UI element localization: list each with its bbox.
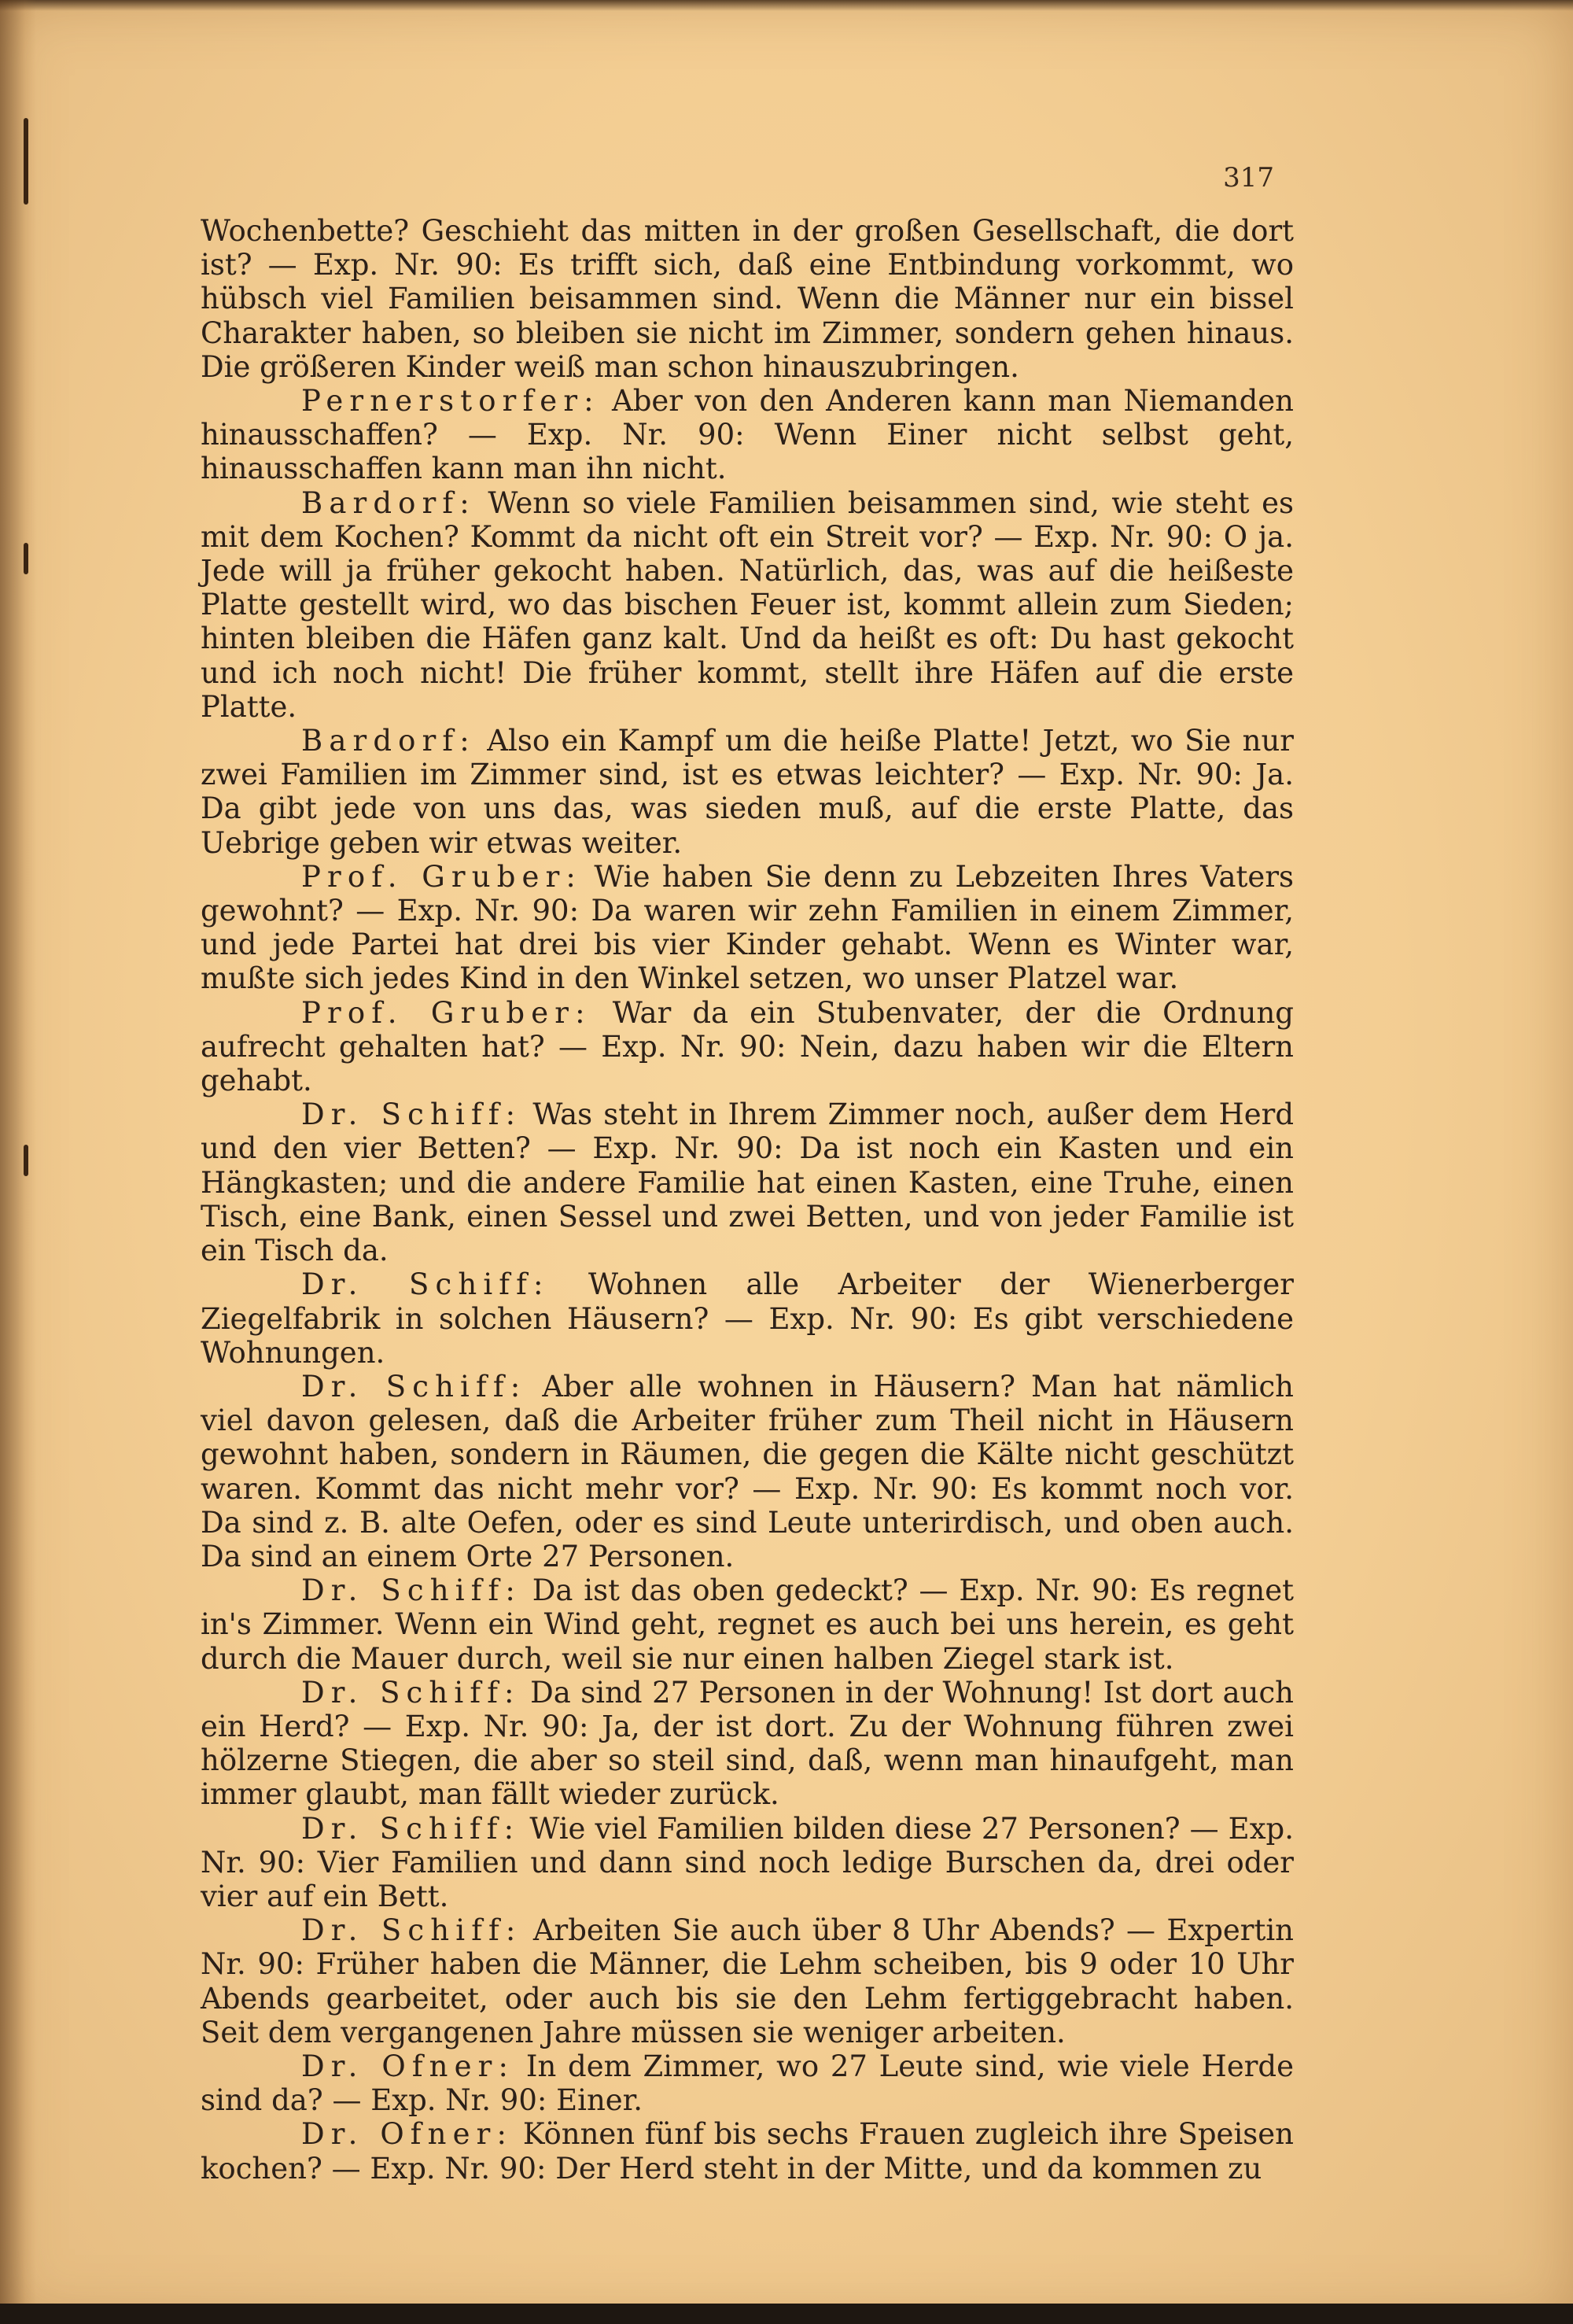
page-binding (0, 0, 36, 2324)
speaker-name: Dr. Ofner: (301, 2117, 514, 2152)
paragraph-text: War da ein Stubenvater, der die Ordnung aufrecht gehalten hat? — Exp. Nr. 90: Nein, dazu haben wir die Eltern gehabt. (201, 995, 1294, 1098)
paragraph-text: In dem Zimmer, wo 27 Leute sind, wie viele Herde sind da? — Exp. Nr. 90: Einer. (201, 2049, 1294, 2118)
paragraph (201, 1913, 1294, 2049)
paragraph-text: Wenn so viele Familien beisammen sind, wie steht es mit dem Kochen? Kommt da nicht oft ein Streit vor? — Exp. Nr. 90: O ja. Jede will ja früher gekocht haben. Natürlich, das, was auf die heißeste Platte gestellt wird, wo das bischen Feuer ist, kommt allein zum Sieden; hinten bleiben die Häfen ganz kalt. Und da heißt es oft: Du hast gekocht und ich noch nicht! Die früher kommt, stellt ihre Häfen auf die erste Platte. (201, 485, 1294, 724)
paragraph-text: Können fünf bis sechs Frauen zugleich ihre Speisen kochen? — Exp. Nr. 90: Der Herd steht in der Mitte, und da kommen zu (201, 2117, 1294, 2186)
speaker-name: Pernerstorfer: (301, 384, 600, 419)
speaker-name: Dr. Ofner: (301, 2049, 515, 2083)
paragraph-text: Wochenbette? Geschieht das mitten in der großen Gesellschaft, die dort ist? — Exp. Nr. 90: Es trifft sich, daß eine Entbindung vorkommt, wo hübsch viel Familien beisammen sind. Wenn die Männer nur ein bissel Charakter haben, so bleiben sie nicht im Zimmer, sondern gehen hinaus. Die größeren Kinder weiß man schon hinauszubringen. (201, 214, 1294, 384)
speaker-name: Prof. Gruber: (301, 859, 583, 894)
paragraph-text: Aber von den Anderen kann man Niemanden hinausschaffen? — Exp. Nr. 90: Wenn Einer nicht selbst geht, hinausschaffen kann man ihn nicht. (201, 384, 1294, 486)
paragraph-text: Arbeiten Sie auch über 8 Uhr Abends? — Expertin Nr. 90: Früher haben die Männer, die Lehm scheiben, bis 9 oder 10 Uhr Abends gearbeitet, oder auch bis sie den Lehm fertiggebracht haben. Seit dem vergangenen Jahre müssen sie weniger arbeiten. (201, 1913, 1294, 2049)
paragraph (201, 1370, 1294, 1573)
paragraph-text: Also ein Kampf um die heiße Platte! Jetzt, wo Sie nur zwei Familien im Zimmer sind, ist es etwas leichter? — Exp. Nr. 90: Ja. Da gibt jede von uns das, was sieden muß, auf die erste Platte, das Uebrige geben wir etwas weiter. (201, 724, 1294, 860)
page-number: 317 (1223, 162, 1274, 194)
paragraph (201, 1573, 1294, 1676)
paragraph-text: Wohnen alle Arbeiter der Wienerberger Ziegelfabrik in solchen Häusern? — Exp. Nr. 90: Es gibt verschiedene Wohnungen. (201, 1267, 1294, 1370)
paragraph-text: Da sind 27 Personen in der Wohnung! Ist dort auch ein Herd? — Exp. Nr. 90: Ja, der ist dort. Zu der Wohnung führen zwei hölzerne Stiegen, die aber so steil sind, daß, wenn man hinaufgeht, man immer glaubt, man fällt wieder zurück. (201, 1675, 1295, 1812)
paragraph (201, 860, 1294, 996)
speaker-name: Bardorf: (301, 485, 476, 520)
binding-mark (24, 1145, 28, 1176)
paragraph-text: Aber alle wohnen in Häusern? Man hat nämlich viel davon gelesen, daß die Arbeiter früher zum Theil nicht in Häusern gewohnt haben, sondern in Räumen, die gegen die Kälte nicht geschützt waren. Kommt das nicht mehr vor? — Exp. Nr. 90: Es kommt noch vor. Da sind z. B. alte Oefen, oder es sind Leute unterirdisch, und oben auch. Da sind an einem Orte 27 Personen. (201, 1369, 1295, 1573)
paragraph (201, 486, 1294, 724)
speaker-name: Dr. Schiff: (301, 1675, 521, 1710)
binding-mark (24, 118, 28, 205)
paragraph-text: Da ist das oben gedeckt? — Exp. Nr. 90: Es regnet in's Zimmer. Wenn ein Wind geht, regnet es auch bei uns herein, es geht durch die Mauer durch, weil sie nur einen halben Ziegel stark ist. (201, 1573, 1294, 1676)
binding-mark (24, 543, 28, 574)
speaker-name: Dr. Schiff: (301, 1267, 550, 1302)
speaker-name: Bardorf: (301, 724, 476, 758)
paragraph (201, 996, 1294, 1098)
speaker-name: Dr. Schiff: (301, 1573, 521, 1608)
paragraph (201, 214, 1294, 384)
paragraph (201, 1812, 1294, 1914)
paragraph (201, 2117, 1294, 2185)
paragraph (201, 1097, 1294, 1267)
paragraph (201, 384, 1294, 486)
paragraph-text: Was steht in Ihrem Zimmer noch, außer dem Herd und den vier Betten? — Exp. Nr. 90: Da ist noch ein Kasten und ein Hängkasten; und die andere Familie hat einen Kasten, eine Truhe, einen Tisch, eine Bank, einen Sessel und zwei Betten, und von jeder Familie ist ein Tisch da. (201, 1097, 1295, 1268)
page-bottom-edge (0, 2304, 1573, 2324)
page-top-edge (0, 0, 1573, 11)
paragraph-text: Wie haben Sie denn zu Lebzeiten Ihres Vaters gewohnt? — Exp. Nr. 90: Da waren wir zehn Familien in einem Zimmer, und jede Partei hat drei bis vier Kinder gehabt. Wenn es Winter war, mußte sich jedes Kind in den Winkel setzen, wo unser Platzel war. (201, 859, 1294, 996)
speaker-name: Dr. Schiff: (301, 1369, 527, 1404)
body-text (201, 214, 1294, 2186)
speaker-name: Prof. Gruber: (301, 995, 591, 1030)
paragraph (201, 1676, 1294, 1812)
paragraph (201, 724, 1294, 860)
speaker-name: Dr. Schiff: (301, 1811, 521, 1846)
paragraph (201, 1267, 1294, 1370)
speaker-name: Dr. Schiff: (301, 1097, 522, 1132)
paragraph (201, 2049, 1294, 2117)
speaker-name: Dr. Schiff: (301, 1913, 522, 1948)
paragraph-text: Wie viel Familien bilden diese 27 Personen? — Exp. Nr. 90: Vier Familien und dann sind noch ledige Burschen da, drei oder vier auf ein Bett. (201, 1811, 1295, 1913)
